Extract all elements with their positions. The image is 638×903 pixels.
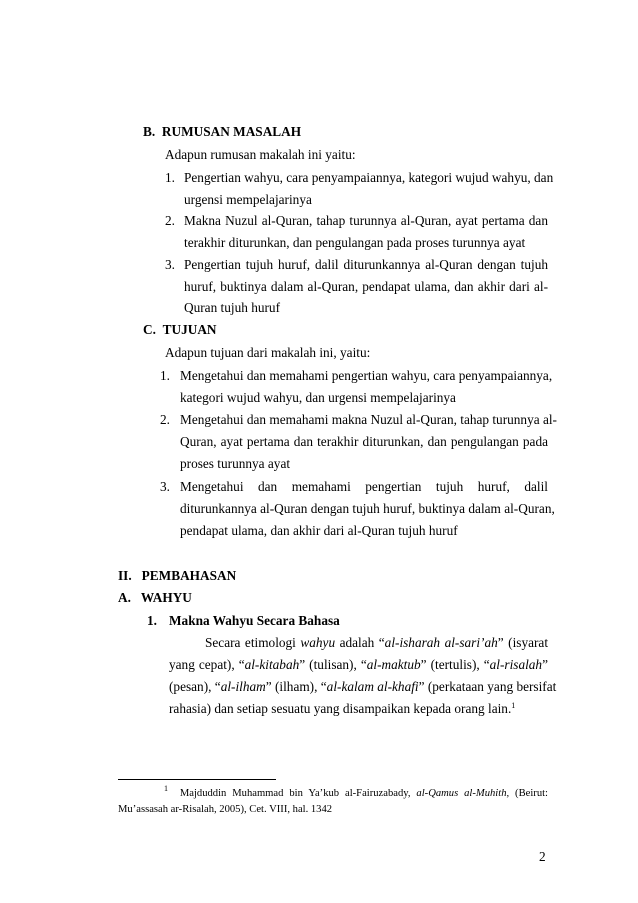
b-item-1-line-1: Pengertian wahyu, cara penyampaiannya, kategori wujud wahyu, dan	[184, 170, 554, 185]
c-item-2-line-1: Mengetahui dan memahami makna Nuzul al-Quran, tahap turunnya al-	[180, 412, 557, 427]
section-b-intro: Adapun rumusan makalah ini yaitu:	[165, 147, 356, 162]
paragraph-line-2: yang cepat), “al-kitabah” (tulisan), “al-maktub” (tertulis), “al-risalah”	[169, 657, 548, 672]
footnote-ref: 1	[511, 701, 516, 710]
c-item-1-line-1: Mengetahui dan memahami pengertian wahyu, cara penyampaiannya,	[180, 368, 553, 383]
b-item-2-line-1: Makna Nuzul al-Quran, tahap turunnya al-Quran, ayat pertama dan	[184, 213, 548, 228]
paragraph-line-3: (pesan), “al-ilham” (ilham), “al-kalam al-khafi” (perkataan yang bersifat	[169, 679, 557, 694]
c-item-1-num: 1.	[160, 368, 170, 383]
page-number: 2	[539, 849, 546, 864]
chapter-heading	[118, 567, 236, 584]
point-1-title: Makna Wahyu Secara Bahasa	[169, 613, 340, 628]
footnote-line-1: $^1$ Majduddin Muhammad bin Ya’kub al-Fairuzabady, al-Qamus al-Muhith, (Beirut:	[164, 784, 549, 799]
c-item-2-line-3: proses turunnya ayat	[180, 456, 291, 471]
footnote-line-2: Mu’assasah ar-Risalah, 2005), Cet. VIII, hal. 1342	[118, 804, 333, 815]
c-item-3-num: 3.	[160, 479, 170, 494]
section-c-intro: Adapun tujuan dari makalah ini, yaitu:	[165, 345, 371, 360]
b-item-2-num: 2.	[165, 213, 175, 228]
section-b-title: RUMUSAN MASALAH	[161, 124, 302, 139]
b-item-3-line-3: Quran tujuh huruf	[184, 300, 281, 315]
sub-a-label: A.	[118, 590, 131, 605]
paragraph-line-1: Secara etimologi wahyu adalah “al-isharah al-sari’ah” (isyarat	[205, 635, 549, 650]
chapter-label: II.	[118, 568, 132, 583]
c-item-1-line-2: kategori wujud wahyu, dan urgensi mempelajarinya	[180, 390, 456, 405]
sub-a-heading	[118, 589, 192, 606]
b-item-3-num: 3.	[165, 257, 175, 272]
b-item-3-line-1: Pengertian tujuh huruf, dalil diturunkannya al-Quran dengan tujuh	[184, 257, 548, 272]
c-item-2-num: 2.	[160, 412, 170, 427]
b-item-1-line-2: urgensi mempelajarinya	[184, 192, 312, 207]
b-item-3-line-2: huruf, buktinya dalam al-Quran, pendapat ulama, dan akhir dari al-	[184, 279, 548, 294]
section-b-label: B.	[143, 124, 156, 139]
sub-a-title: WAHYU	[140, 590, 192, 605]
c-item-3-line-1: Mengetahui dan memahami pengertian tujuh huruf, dalil	[180, 479, 548, 494]
footnote-divider	[118, 779, 276, 780]
paragraph-line-4: rahasia) dan setiap sesuatu yang disampaikan kepada orang lain.$^1$	[169, 701, 516, 716]
section-c-title: TUJUAN	[162, 322, 217, 337]
section-c-label: C.	[143, 322, 156, 337]
point-1-num: 1.	[147, 613, 157, 628]
c-item-2-line-2: Quran, ayat pertama dan terakhir diturunkan, dan pengulangan pada	[180, 434, 548, 449]
c-item-3-line-3: pendapat ulama, dan akhir dari al-Quran tujuh huruf	[180, 523, 458, 538]
footnote-number: 1	[164, 784, 168, 793]
section-b-heading	[143, 123, 301, 140]
section-c-heading	[143, 321, 217, 338]
b-item-2-line-2: terakhir diturunkan, dan pengulangan pada proses turunnya ayat	[184, 235, 526, 250]
c-item-3-line-2: diturunkannya al-Quran dengan tujuh huruf, buktinya dalam al-Quran,	[180, 501, 555, 516]
b-item-1-num: 1.	[165, 170, 175, 185]
chapter-title: PEMBAHASAN	[141, 568, 237, 583]
